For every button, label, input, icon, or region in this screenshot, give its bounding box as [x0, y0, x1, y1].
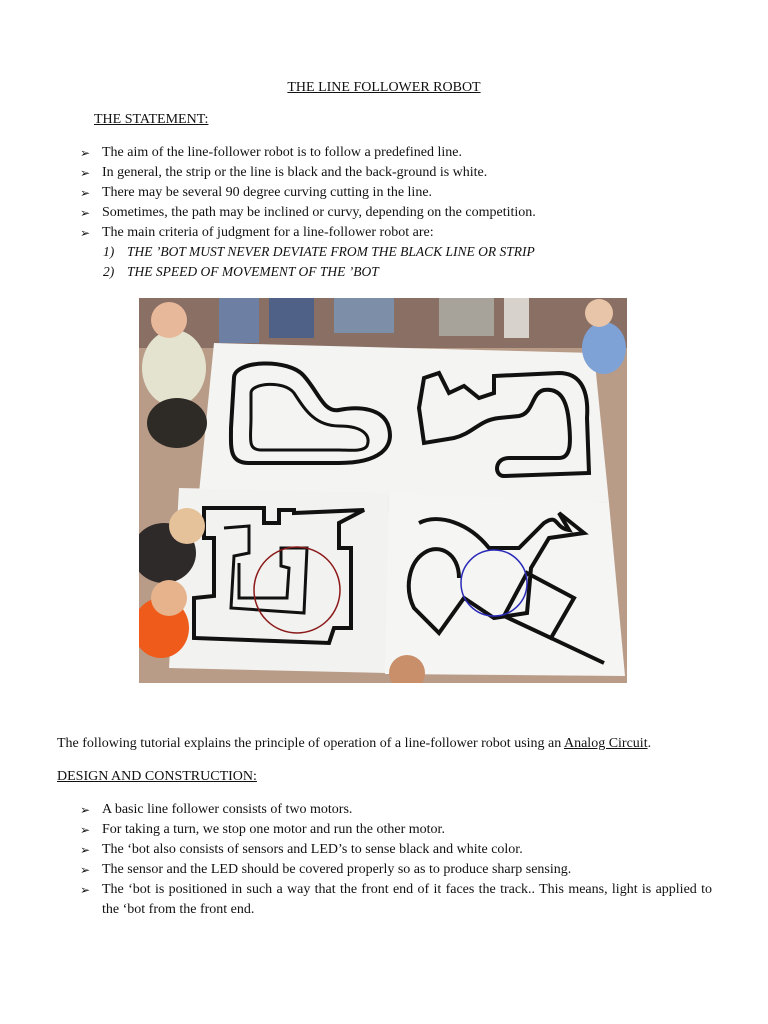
list-item: ➢ The ‘bot is positioned in such a way that the front end of it faces the track.. This means, light is applied to the ‘bot from the front end. [80, 882, 712, 917]
arrow-bullet-icon: ➢ [80, 226, 91, 240]
list-item: ➢ The main criteria of judgment for a line-follower robot are: [75, 223, 675, 243]
list-item: ➢ For taking a turn, we stop one motor and run the other motor. [75, 820, 712, 840]
arrow-bullet-icon: ➢ [80, 823, 91, 837]
document-title: THE LINE FOLLOWER ROBOT [287, 80, 481, 95]
design-heading: DESIGN AND CONSTRUCTION: [57, 769, 257, 784]
analog-circuit-link[interactable]: Analog Circuit [563, 736, 648, 751]
statement-heading: THE STATEMENT: [94, 112, 209, 127]
intro-paragraph: The following tutorial explains the principle of operation of a line-follower robot using an Analog Circuit. [57, 736, 652, 751]
arrow-bullet-icon: ➢ [80, 186, 91, 200]
arrow-bullet-icon: ➢ [80, 206, 91, 220]
arrow-bullet-icon: ➢ [80, 883, 91, 897]
criteria-list [103, 242, 535, 282]
design-bullet-list [75, 800, 712, 920]
criteria-item: 2) THE SPEED OF MOVEMENT OF THE ’BOT [103, 264, 379, 279]
arrow-bullet-icon: ➢ [80, 166, 91, 180]
list-item: ➢ In general, the strip or the line is black and the back-ground is white. [75, 163, 675, 183]
arrow-bullet-icon: ➢ [80, 843, 91, 857]
list-item: ➢ The sensor and the LED should be covered properly so as to produce sharp sensing. [75, 860, 712, 880]
list-item: ➢ There may be several 90 degree curving cutting in the line. [75, 183, 675, 203]
criteria-item: 1) THE ’BOT MUST NEVER DEVIATE FROM THE BLACK LINE OR STRIP [103, 244, 535, 259]
list-item: ➢ The aim of the line-follower robot is to follow a predefined line. [75, 143, 675, 163]
arrow-bullet-icon: ➢ [80, 863, 91, 877]
arrow-bullet-icon: ➢ [80, 146, 91, 160]
list-item: ➢ The ‘bot also consists of sensors and LED’s to sense black and white color. [75, 840, 712, 860]
competition-track-photo [139, 298, 627, 683]
arrow-bullet-icon: ➢ [80, 803, 91, 817]
list-item: ➢ A basic line follower consists of two motors. [75, 800, 712, 820]
list-item: ➢ Sometimes, the path may be inclined or curvy, depending on the competition. [75, 203, 675, 223]
statement-bullet-list [75, 143, 675, 243]
